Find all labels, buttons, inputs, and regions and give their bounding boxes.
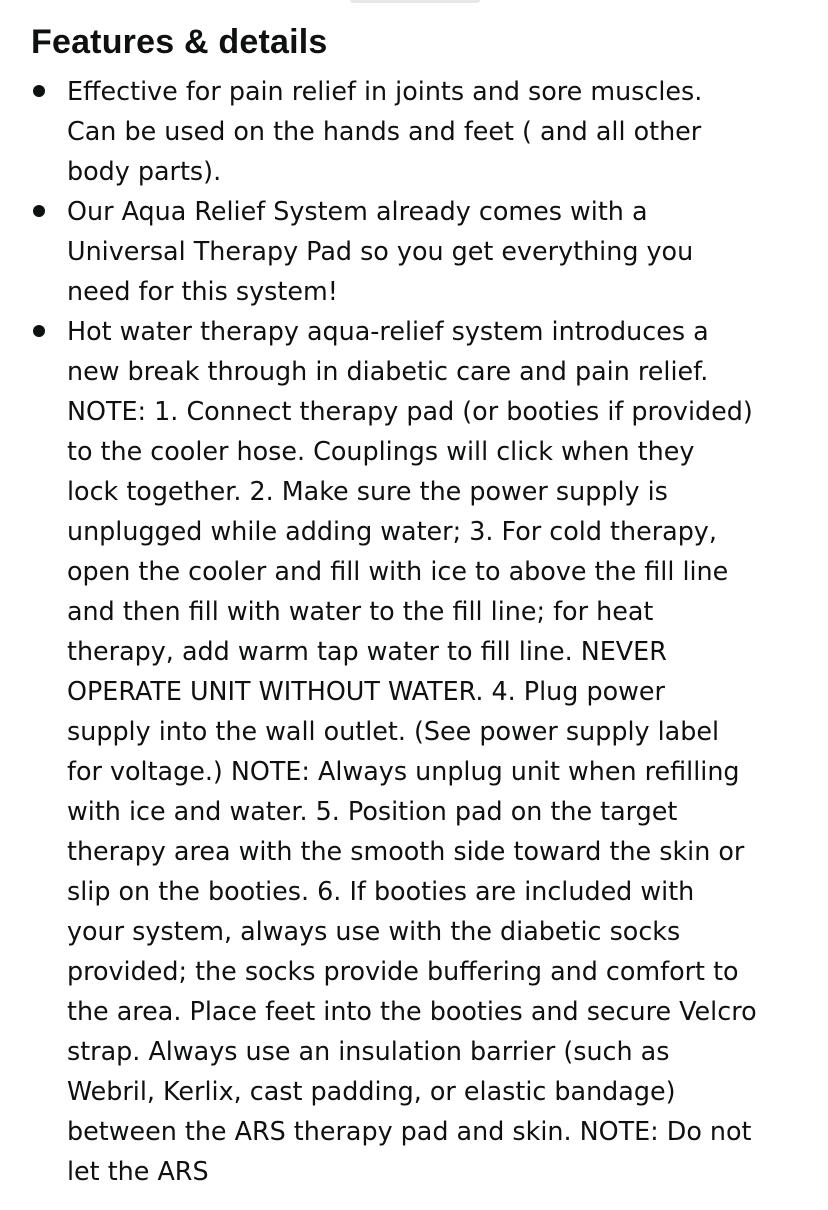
text-line: let the ARS <box>67 1156 209 1186</box>
feature-bullet <box>31 191 811 311</box>
text-line: provided; the socks provide buffering and comfort to <box>67 956 739 986</box>
text-line: for voltage.) NOTE: Always unplug unit when refilling <box>67 756 740 786</box>
text-line: slip on the booties. 6. If booties are included with <box>67 876 695 906</box>
text-line: Hot water therapy aqua-relief system introduces a <box>67 316 709 346</box>
text-line: to the cooler hose. Couplings will click when they <box>67 436 695 466</box>
text-line: new break through in diabetic care and pain relief. <box>67 356 709 386</box>
text-line: between the ARS therapy pad and skin. NOTE: Do not <box>67 1116 752 1146</box>
scroll-handle <box>350 0 480 3</box>
feature-list <box>31 71 811 1191</box>
text-line: OPERATE UNIT WITHOUT WATER. 4. Plug power <box>67 676 665 706</box>
section-title: Features & details <box>31 23 328 61</box>
text-line: the area. Place feet into the booties and secure Velcro <box>67 996 757 1026</box>
text-line: supply into the wall outlet. (See power supply label <box>67 716 720 746</box>
text-line: therapy, add warm tap water to fill line. NEVER <box>67 636 667 666</box>
feature-text <box>67 191 811 311</box>
features-section <box>31 20 811 1191</box>
text-line: NOTE: 1. Connect therapy pad (or booties if provided) <box>67 396 753 426</box>
text-line: Can be used on the hands and feet ( and all other <box>67 116 702 146</box>
text-line: strap. Always use an insulation barrier (such as <box>67 1036 670 1066</box>
text-line: open the cooler and fill with ice to above the fill line <box>67 556 729 586</box>
text-line: Universal Therapy Pad so you get everything you <box>67 236 694 266</box>
bullet-dot-icon <box>33 325 45 337</box>
text-line: Our Aqua Relief System already comes with a <box>67 196 648 226</box>
bullet-dot-icon <box>33 85 45 97</box>
text-line: your system, always use with the diabetic socks <box>67 916 681 946</box>
feature-text <box>67 311 811 1191</box>
text-line: and then fill with water to the fill line; for heat <box>67 596 654 626</box>
bullet-dot-icon <box>33 205 45 217</box>
text-line: with ice and water. 5. Position pad on the target <box>67 796 678 826</box>
text-line: unplugged while adding water; 3. For cold therapy, <box>67 516 717 546</box>
text-line: lock together. 2. Make sure the power supply is <box>67 476 668 506</box>
text-line: Effective for pain relief in joints and sore muscles. <box>67 76 703 106</box>
text-line: therapy area with the smooth side toward the skin or <box>67 836 745 866</box>
text-line: Webril, Kerlix, cast padding, or elastic bandage) <box>67 1076 676 1106</box>
text-line: need for this system! <box>67 276 338 306</box>
text-line: body parts). <box>67 156 222 186</box>
feature-bullet <box>31 71 811 191</box>
feature-bullet <box>31 311 811 1191</box>
feature-text <box>67 71 811 191</box>
